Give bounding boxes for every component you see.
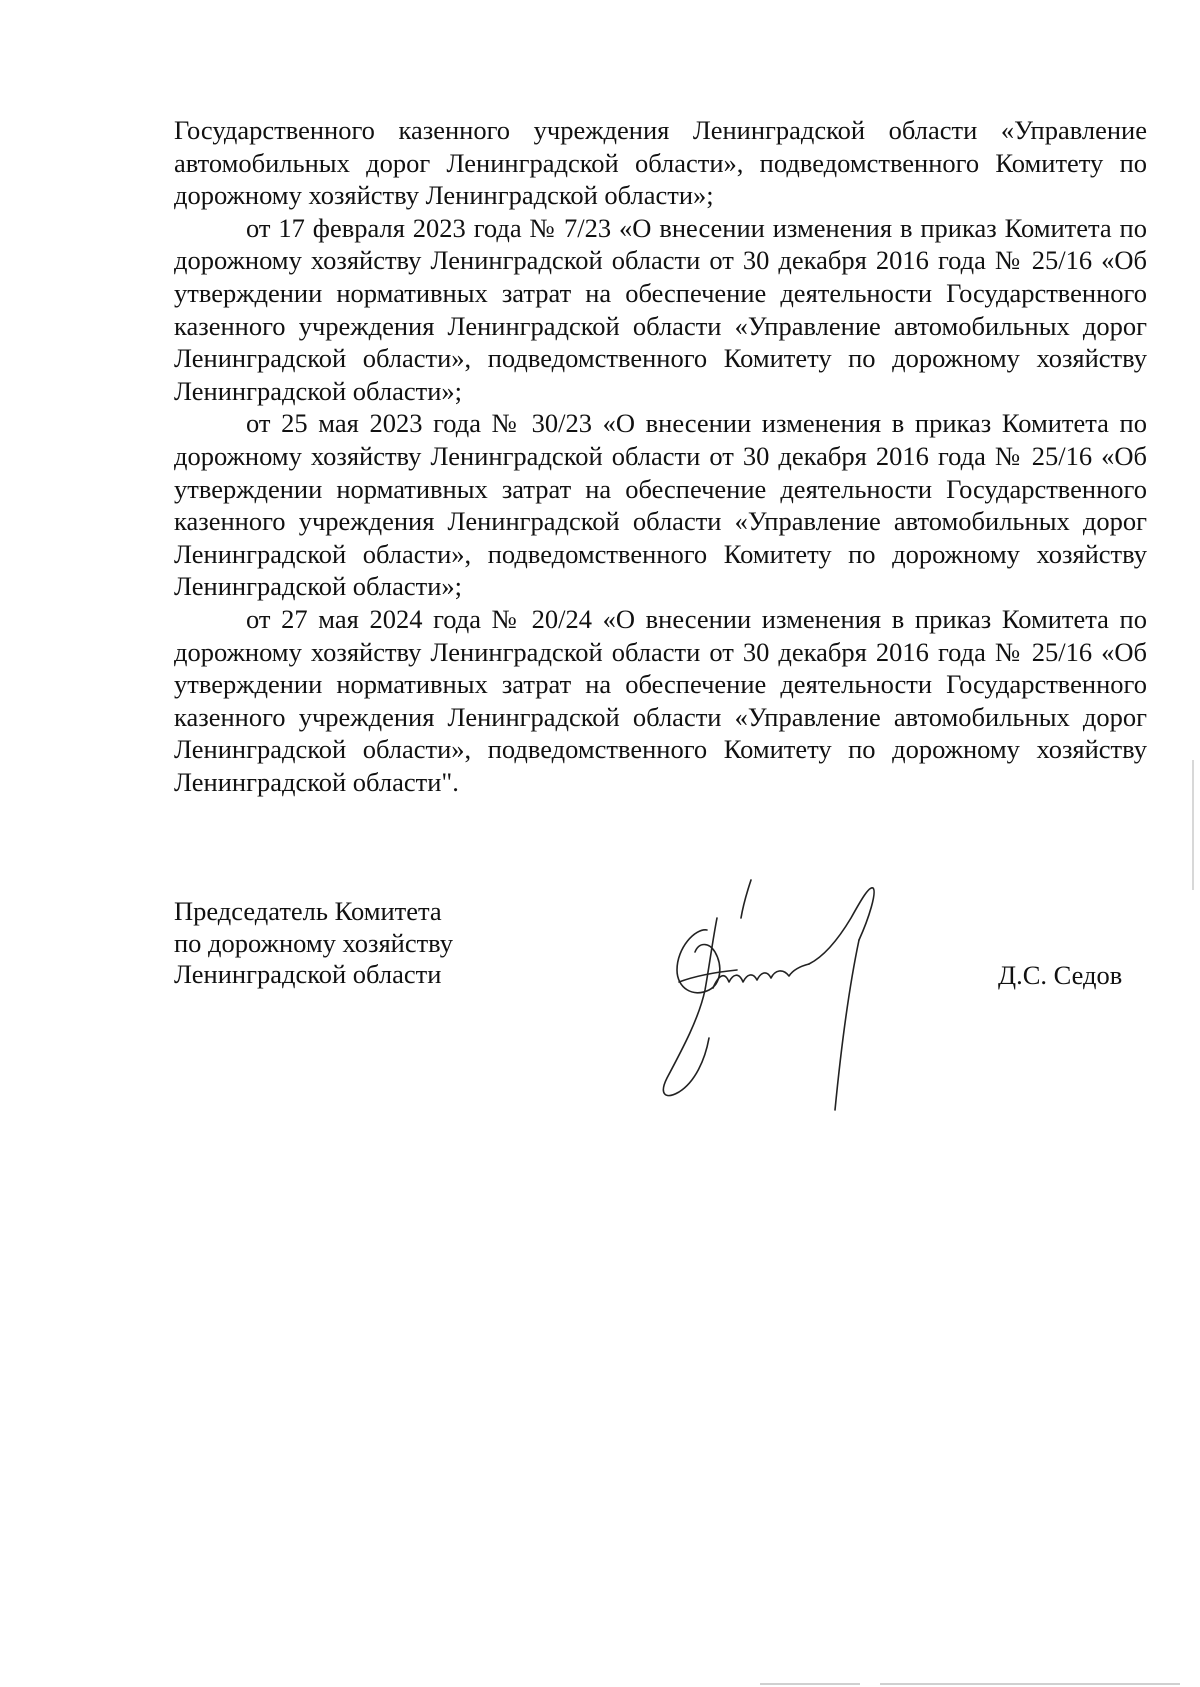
scan-bottom-mark bbox=[880, 1683, 1180, 1685]
scan-bottom-mark bbox=[760, 1683, 860, 1685]
signer-name: Д.С. Седов bbox=[998, 960, 1123, 990]
paragraph-1: Государственного казенного учреждения Ленинградской области «Управление автомобильных дорог Ленинградской области», подведомственного Комитету по дорожному хозяйству Ленинградской области»; bbox=[174, 115, 1147, 211]
paragraph-4: от 27 мая 2024 года № 20/24 «О внесении изменения в приказ Комитета по дорожному хозяйству Ленинградской области от 30 декабря 2016 года № 25/16 «Об утверждении нормативных затрат на обеспечение деятельности Государственного казенного учреждения Ленинградской области «Управление автомобильных дорог Ленинградской области», подведомственного Комитету по дорожному хозяйству Ленинградской области". bbox=[174, 603, 1147, 797]
handwritten-signature bbox=[655, 878, 925, 1118]
document-body bbox=[174, 114, 1147, 798]
position-line-2: по дорожному хозяйству bbox=[174, 927, 454, 958]
position-line-3: Ленинградской области bbox=[174, 959, 442, 989]
signatory-position bbox=[174, 896, 453, 991]
position-line-1: Председатель Комитета bbox=[174, 896, 442, 926]
paragraph-2: от 17 февраля 2023 года № 7/23 «О внесении изменения в приказ Комитета по дорожному хозяйству Ленинградской области от 30 декабря 2016 года № 25/16 «Об утверждении нормативных затрат на обеспечение деятельности Государственного казенного учреждения Ленинградской области «Управление автомобильных дорог Ленинградской области», подведомственного Комитету по дорожному хозяйству Ленинградской области»; bbox=[174, 212, 1147, 406]
paragraph-3: от 25 мая 2023 года № 30/23 «О внесении изменения в приказ Комитета по дорожному хозяйству Ленинградской области от 30 декабря 2016 года № 25/16 «Об утверждении нормативных затрат на обеспечение деятельности Государственного казенного учреждения Ленинградской области «Управление автомобильных дорог Ленинградской области», подведомственного Комитету по дорожному хозяйству Ленинградской области»; bbox=[174, 408, 1147, 602]
scan-edge-mark bbox=[1192, 760, 1194, 890]
